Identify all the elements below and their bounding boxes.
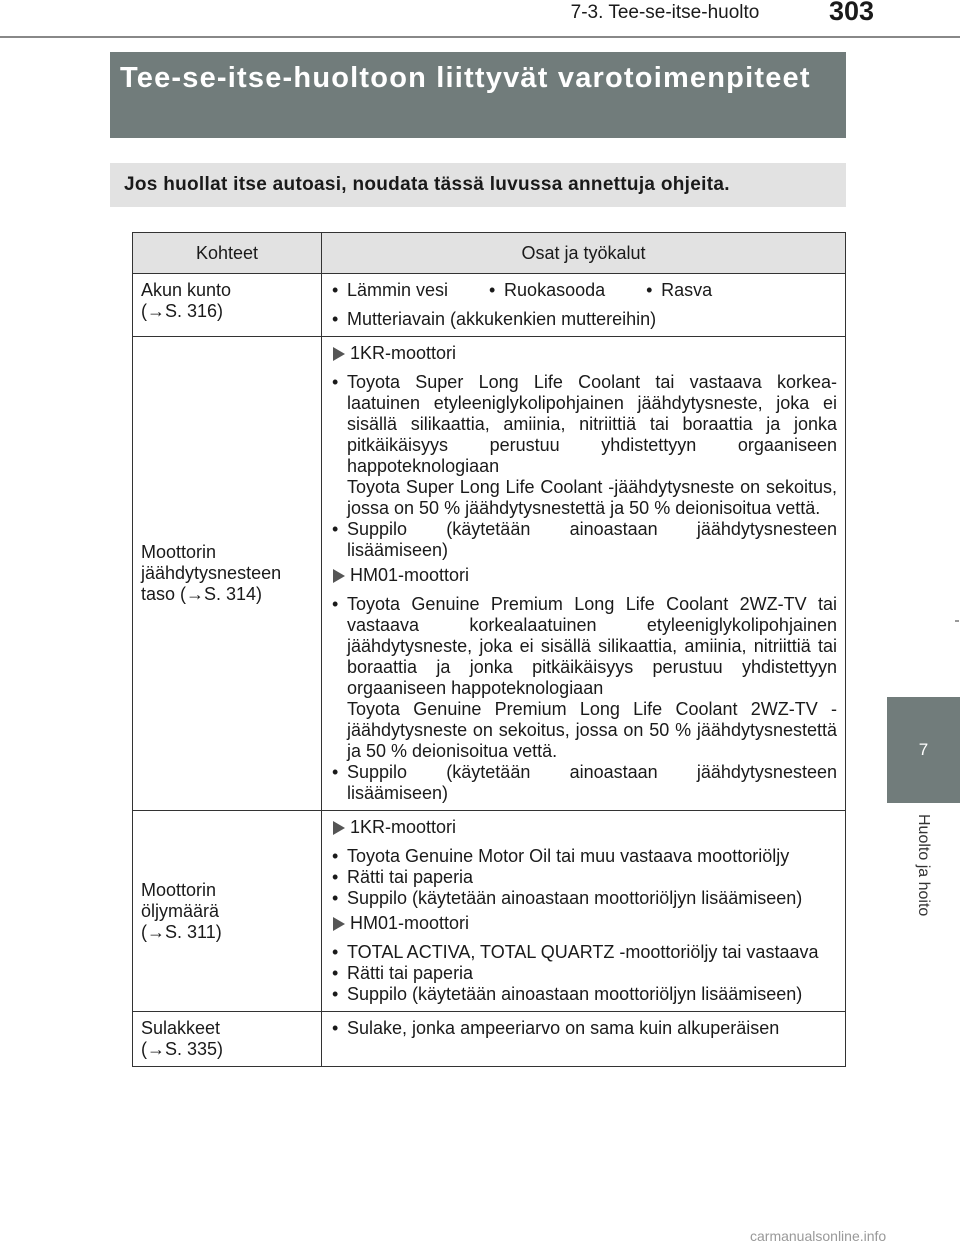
list-item-note: Toyota Super Long Life Coolant -jäähdytysneste on sekoitus, jossa on 50 % jäähdytysnestettä ja 50 % deionisoitua vettä. — [347, 477, 837, 518]
table-row — [133, 1012, 846, 1067]
item-name: jäähdytysnesteen — [141, 563, 282, 583]
triangle-icon — [333, 917, 345, 931]
list-item: • Suppilo (käytetään ainoastaan moottoriöljyn lisäämiseen) — [330, 888, 837, 909]
engine-heading: 1KR-moottori — [330, 817, 837, 838]
item-cell — [133, 811, 322, 1012]
page-title: Tee-se-itse-huoltoon liittyvät varotoimenpiteet — [110, 52, 846, 138]
engine-heading: 1KR-moottori — [330, 343, 837, 364]
column-header-items: Kohteet — [133, 233, 322, 274]
list-item: • Rasva — [644, 280, 712, 301]
item-name: öljymäärä — [141, 900, 220, 921]
table-row — [133, 337, 846, 811]
table-row — [133, 811, 846, 1012]
triangle-icon — [333, 347, 345, 361]
parts-cell — [322, 1012, 846, 1067]
header-divider — [0, 36, 960, 38]
column-header-parts: Osat ja työkalut — [322, 233, 846, 274]
list-item: • Toyota Genuine Premium Long Life Coolant 2WZ-TV tai vastaava korkealaatuinen etyleeniglykolipohjainen jäähdytysneste, joka ei sisällä silikaattia, amiinia, nitriittiä tai boraattia ja jonka pitkäikäisyys perustuu yhdistettyyn orgaaniseen happoteknologiaan — [330, 594, 837, 699]
intro-text: Jos huollat itse autoasi, noudata tässä luvussa annettuja ohjeita. — [110, 163, 846, 207]
triangle-icon — [333, 821, 345, 835]
list-item: • TOTAL ACTIVA, TOTAL QUARTZ -moottoriöljy tai vastaava — [330, 942, 837, 963]
parts-cell — [322, 274, 846, 337]
item-cell — [133, 337, 322, 811]
list-item: • Rätti tai paperia — [330, 963, 837, 984]
list-item: • Suppilo (käytetään ainoastaan moottoriöljyn lisäämiseen) — [330, 984, 837, 1005]
page-reference: (→S. 316) — [141, 301, 224, 321]
engine-heading: HM01-moottori — [330, 913, 837, 934]
triangle-icon — [333, 569, 345, 583]
list-item-note: Toyota Genuine Premium Long Life Coolant 2WZ-TV -jäähdytysneste on sekoitus, jossa on 50 % jäähdytysnestettä ja 50 % deionisoitua vettä. — [347, 699, 837, 761]
chapter-label: Huolto ja hoito — [915, 814, 932, 917]
page-reference: (→S. 335) — [141, 1039, 224, 1059]
item-name: Akun kunto — [141, 280, 232, 300]
page-number: 303 — [828, 0, 874, 26]
parts-table — [132, 232, 846, 1067]
list-item: • Toyota Genuine Motor Oil tai muu vastaava moottoriöljy — [330, 846, 837, 867]
section-header: 7-3. Tee-se-itse-huolto — [570, 2, 760, 23]
item-name: Moottorin — [141, 542, 217, 562]
inline-item-list — [330, 280, 837, 301]
list-item: • Suppilo (käytetään ainoastaan jäähdytysnesteen lisäämiseen) — [330, 519, 837, 561]
item-cell — [133, 1012, 322, 1067]
item-cell — [133, 274, 322, 337]
watermark-text: carmanualsonline.info — [750, 1228, 887, 1244]
engine-heading: HM01-moottori — [330, 565, 837, 586]
item-name: Sulakkeet — [141, 1018, 221, 1038]
list-item: • Sulake, jonka ampeeriarvo on sama kuin alkuperäisen — [330, 1018, 837, 1039]
page-reference: (→S. 311) — [141, 921, 222, 942]
list-item: • Lämmin vesi — [330, 280, 448, 301]
chapter-tab: 7 — [887, 697, 960, 803]
table-header-row — [133, 233, 846, 274]
edge-mark — [955, 620, 959, 622]
list-item: • Suppilo (käytetään ainoastaan jäähdytysnesteen lisäämiseen) — [330, 762, 837, 804]
parts-cell — [322, 811, 846, 1012]
table-row — [133, 274, 846, 337]
page-reference: taso (→S. 314) — [141, 584, 263, 604]
list-item: • Ruokasooda — [487, 280, 605, 301]
list-item: • Mutteriavain (akkukenkien muttereihin) — [330, 309, 837, 330]
parts-cell — [322, 337, 846, 811]
list-item: • Rätti tai paperia — [330, 867, 837, 888]
item-name: Moottorin — [141, 879, 217, 900]
list-item: • Toyota Super Long Life Coolant tai vastaava korkea-laatuinen etyleeniglykolipohjainen jäähdytysneste, joka ei sisällä silikaattia, amiinia, nitriittiä tai boraattia ja jonka pitkäikäisyys perustuu yhdistettyyn orgaaniseen happoteknologiaan — [330, 372, 837, 477]
